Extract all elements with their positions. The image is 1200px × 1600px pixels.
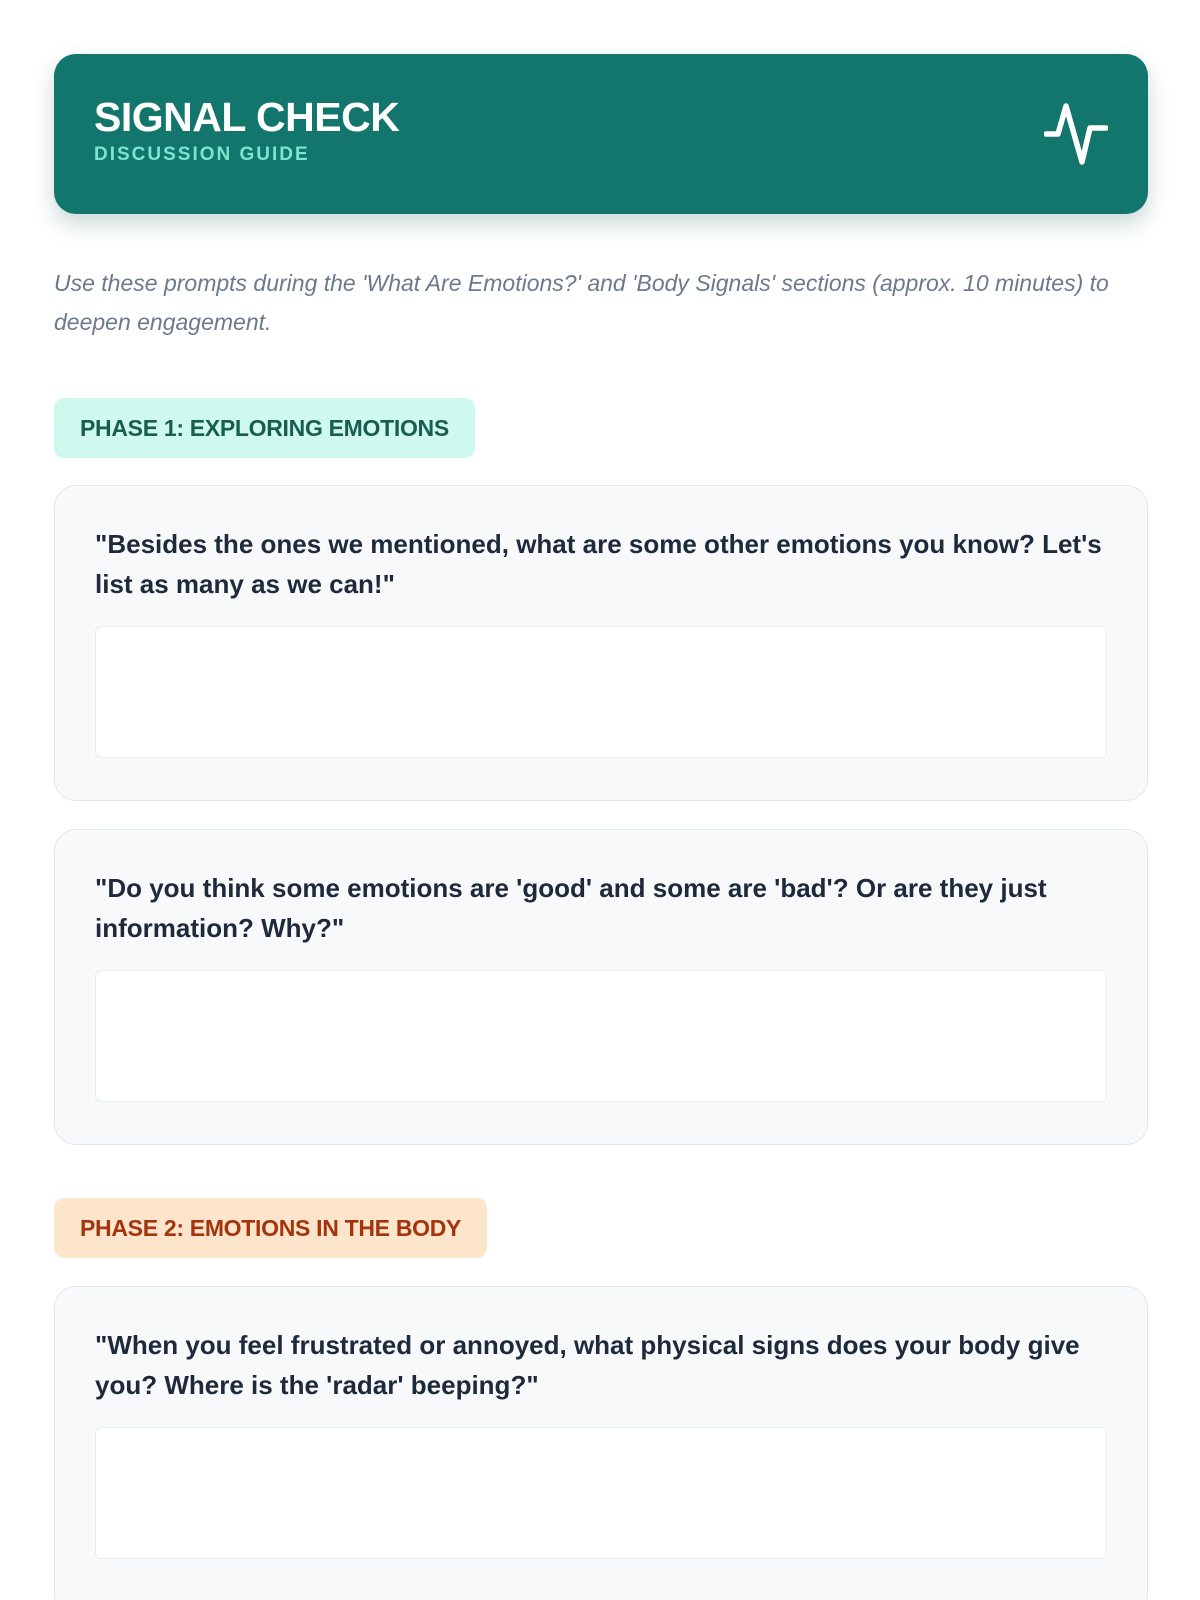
prompt-card bbox=[54, 1286, 1148, 1600]
phase-1-badge: PHASE 1: EXPLORING EMOTIONS bbox=[54, 398, 475, 458]
page-subtitle: DISCUSSION GUIDE bbox=[94, 144, 310, 165]
header-banner bbox=[54, 54, 1148, 214]
page-title: SIGNAL CHECK bbox=[94, 94, 400, 140]
pulse-icon bbox=[1044, 100, 1108, 166]
prompt-card bbox=[54, 829, 1148, 1145]
prompt-question: "When you feel frustrated or annoyed, what physical signs does your body give you? Where is the 'radar' beeping?" bbox=[95, 1330, 1080, 1400]
answer-field[interactable] bbox=[95, 1427, 1107, 1559]
answer-field[interactable] bbox=[95, 970, 1107, 1102]
intro-text: Use these prompts during the 'What Are Emotions?' and 'Body Signals' sections (approx. 10 minutes) to deepen engagement. bbox=[54, 270, 1109, 335]
answer-field[interactable] bbox=[95, 626, 1107, 758]
phase-2-badge: PHASE 2: EMOTIONS IN THE BODY bbox=[54, 1198, 487, 1258]
prompt-question: "Do you think some emotions are 'good' and some are 'bad'? Or are they just information? Why?" bbox=[95, 873, 1047, 943]
prompt-card bbox=[54, 485, 1148, 801]
prompt-question: "Besides the ones we mentioned, what are some other emotions you know? Let's list as many as we can!" bbox=[95, 529, 1102, 599]
